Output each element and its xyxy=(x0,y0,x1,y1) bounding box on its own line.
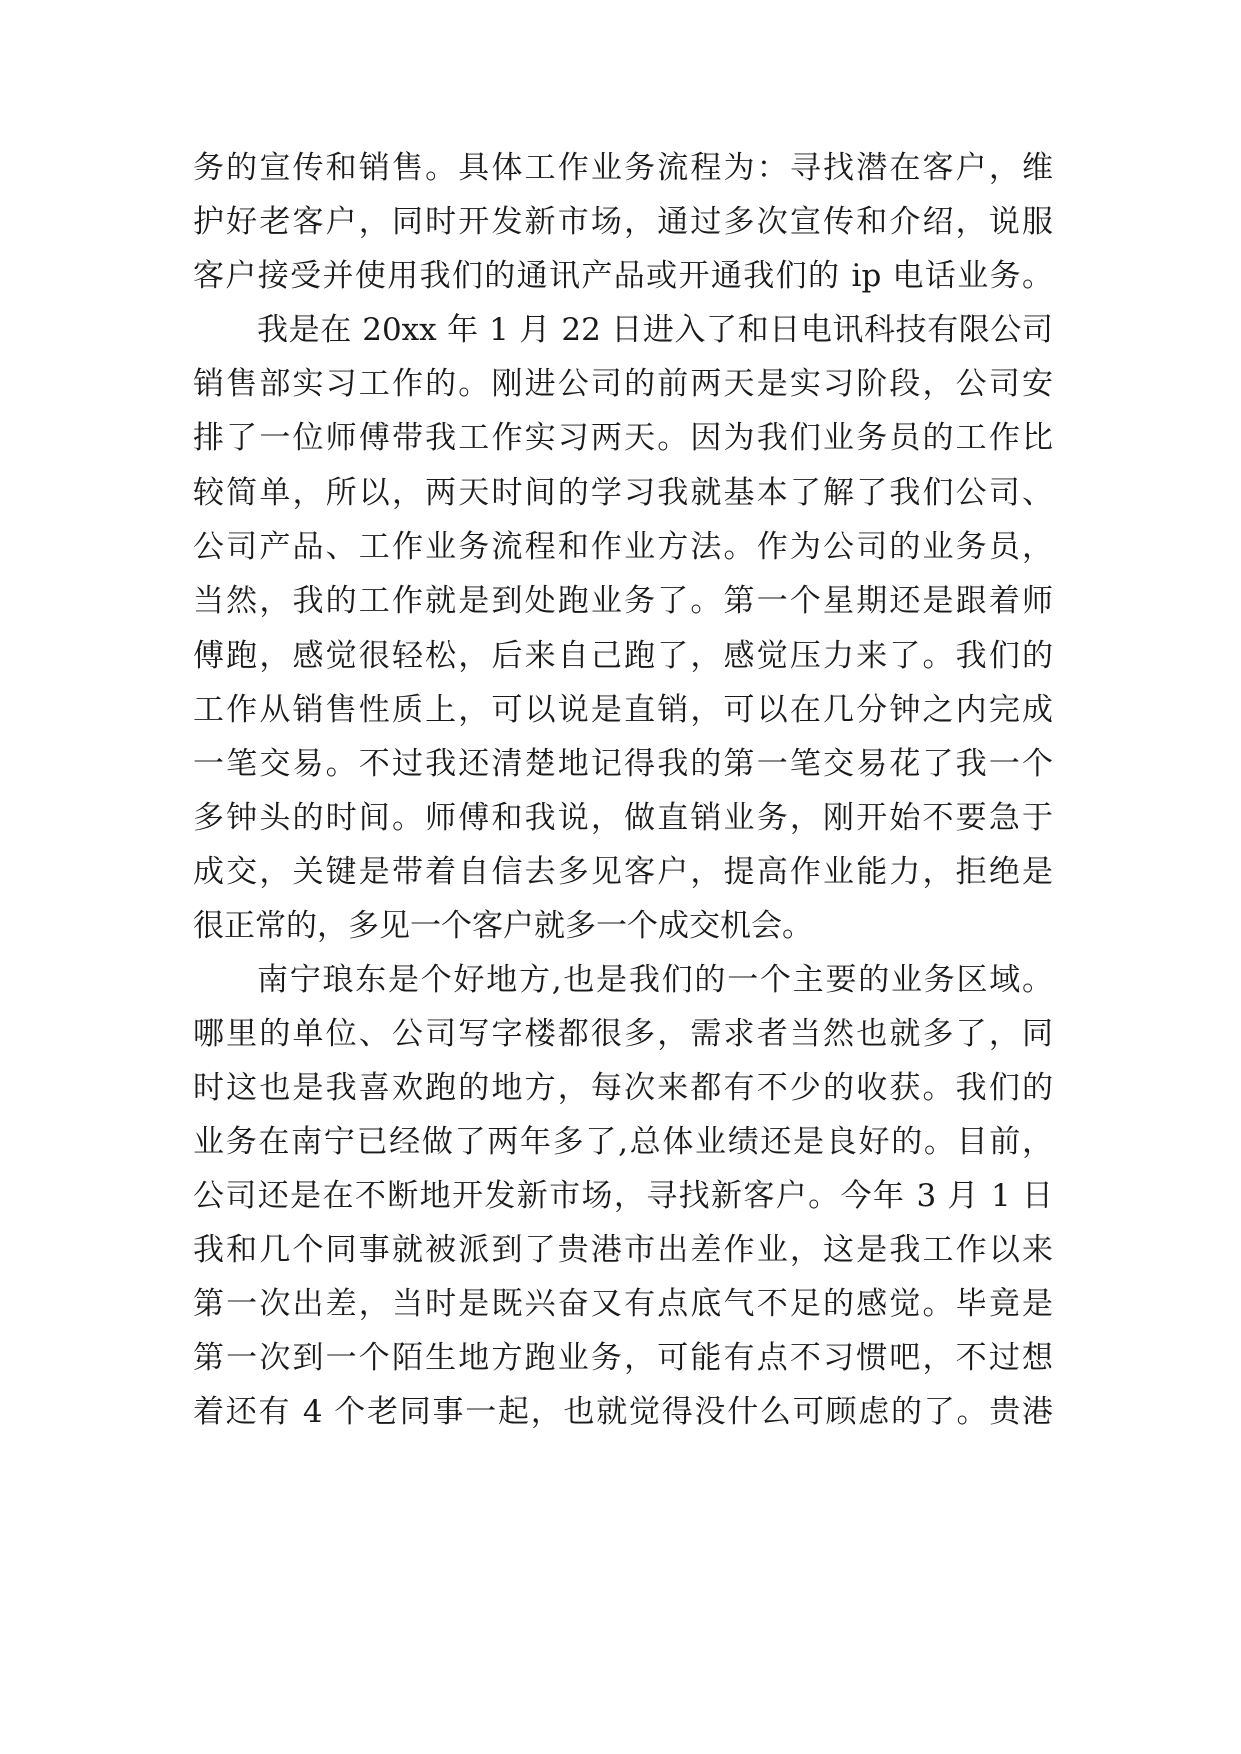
paragraph-2-line-7: 傅跑，感觉很轻松，后来自己跑了，感觉压力来了。我们的 xyxy=(193,638,1053,674)
paragraph-2-line-1: 我是在 20xx 年 1 月 22 日进入了和日电讯科技有限公司 xyxy=(257,312,1053,348)
paragraph-3-line-6: 我和几个同事就被派到了贵港市出差作业，这是我工作以来 xyxy=(193,1232,1053,1268)
paragraph-2-line-5: 公司产品、工作业务流程和作业方法。作为公司的业务员， xyxy=(193,529,1053,565)
paragraph-2-line-8: 工作从销售性质上，可以说是直销，可以在几分钟之内完成 xyxy=(193,692,1053,728)
paragraph-1-line-3: 客户接受并使用我们的通讯产品或开通我们的 ip 电话业务。 xyxy=(193,258,1053,294)
paragraph-2-line-10: 多钟头的时间。师傅和我说，做直销业务，刚开始不要急于 xyxy=(193,800,1053,836)
paragraph-3-line-3: 时这也是我喜欢跑的地方，每次来都有不少的收获。我们的 xyxy=(193,1070,1053,1106)
paragraph-2-line-4: 较简单，所以，两天时间的学习我就基本了解了我们公司、 xyxy=(193,475,1053,511)
paragraph-3-line-8: 第一次到一个陌生地方跑业务，可能有点不习惯吧，不过想 xyxy=(193,1340,1053,1376)
paragraph-2-line-12: 很正常的，多见一个客户就多一个成交机会。 xyxy=(193,908,813,944)
paragraph-2-line-6: 当然，我的工作就是到处跑业务了。第一个星期还是跟着师 xyxy=(193,583,1053,619)
paragraph-2-line-11: 成交，关键是带着自信去多见客户，提高作业能力，拒绝是 xyxy=(193,854,1053,890)
paragraph-2-line-3: 排了一位师傅带我工作实习两天。因为我们业务员的工作比 xyxy=(193,420,1053,456)
paragraph-3-line-4: 业务在南宁已经做了两年多了,总体业绩还是良好的。目前， xyxy=(193,1124,1053,1160)
paragraph-2-line-9: 一笔交易。不过我还清楚地记得我的第一笔交易花了我一个 xyxy=(193,746,1053,782)
paragraph-3-line-2: 哪里的单位、公司写字楼都很多，需求者当然也就多了，同 xyxy=(193,1016,1053,1052)
paragraph-1-line-1: 务的宣传和销售。具体工作业务流程为：寻找潜在客户，维 xyxy=(193,150,1053,186)
paragraph-3-line-5: 公司还是在不断地开发新市场，寻找新客户。今年 3 月 1 日 xyxy=(193,1178,1053,1214)
paragraph-3-line-7: 第一次出差，当时是既兴奋又有点底气不足的感觉。毕竟是 xyxy=(193,1286,1053,1322)
paragraph-3-line-9: 着还有 4 个老同事一起，也就觉得没什么可顾虑的了。贵港 xyxy=(193,1394,1053,1430)
paragraph-2-line-2: 销售部实习工作的。刚进公司的前两天是实习阶段，公司安 xyxy=(193,366,1053,402)
paragraph-1-line-2: 护好老客户，同时开发新市场，通过多次宣传和介绍，说服 xyxy=(193,204,1053,240)
paragraph-3-line-1: 南宁琅东是个好地方,也是我们的一个主要的业务区域。 xyxy=(257,962,1053,998)
